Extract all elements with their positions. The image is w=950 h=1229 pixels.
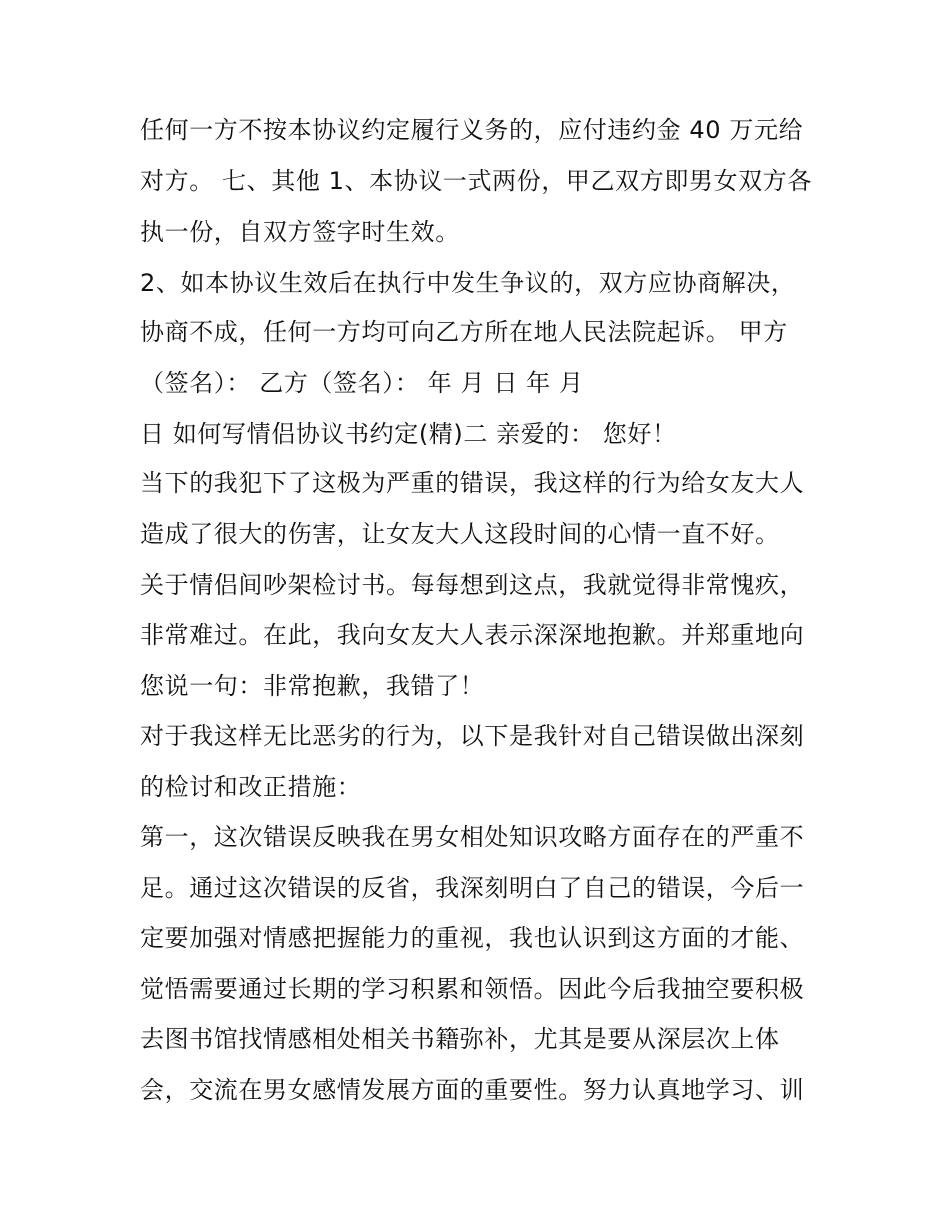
- text-line: 关于情侣间吵架检讨书。每每想到这点，我就觉得非常愧疚，: [140, 571, 805, 599]
- text-line: （签名）： 乙方（签名）： 年 月 日 年 月: [140, 369, 584, 397]
- text-line: 定要加强对情感把握能力的重视，我也认识到这方面的才能、: [140, 924, 805, 952]
- text-line: 去图书馆找情感相处相关书籍弥补，尤其是要从深层次上体: [140, 1025, 780, 1053]
- text-line: 2、如本协议生效后在执行中发生争议的，双方应协商解决，: [140, 269, 796, 297]
- text-line: 您说一句：非常抱歉，我错了！: [140, 672, 485, 700]
- text-line: 任何一方不按本协议约定履行义务的，应付违约金 40 万元给: [140, 116, 804, 144]
- text-line: 协商不成，任何一方均可向乙方所在地人民法院起诉。 甲方: [140, 318, 788, 346]
- text-line: 日 如何写情侣协议书约定(精)二 亲爱的： 您好！: [140, 420, 677, 448]
- text-line: 第一，这次错误反映我在男女相处知识攻略方面存在的严重不: [140, 823, 805, 851]
- text-line: 非常难过。在此，我向女友大人表示深深地抱歉。并郑重地向: [140, 621, 805, 649]
- text-line: 对于我这样无比恶劣的行为，以下是我针对自己错误做出深刻: [140, 722, 805, 750]
- text-line: 对方。 七、其他 1、本协议一式两份，甲乙双方即男女双方各: [140, 167, 812, 195]
- text-line: 当下的我犯下了这极为严重的错误，我这样的行为给女友大人: [140, 469, 805, 497]
- text-line: 执一份，自双方签字时生效。: [140, 218, 460, 246]
- text-line: 觉悟需要通过长期的学习积累和领悟。因此今后我抽空要积极: [140, 975, 805, 1003]
- text-line: 会，交流在男女感情发展方面的重要性。努力认真地学习、训: [140, 1076, 805, 1104]
- text-line: 的检讨和改正措施：: [140, 773, 362, 801]
- text-line: 造成了很大的伤害，让女友大人这段时间的心情一直不好。: [140, 520, 780, 548]
- text-line: 足。通过这次错误的反省，我深刻明白了自己的错误，今后一: [140, 874, 805, 902]
